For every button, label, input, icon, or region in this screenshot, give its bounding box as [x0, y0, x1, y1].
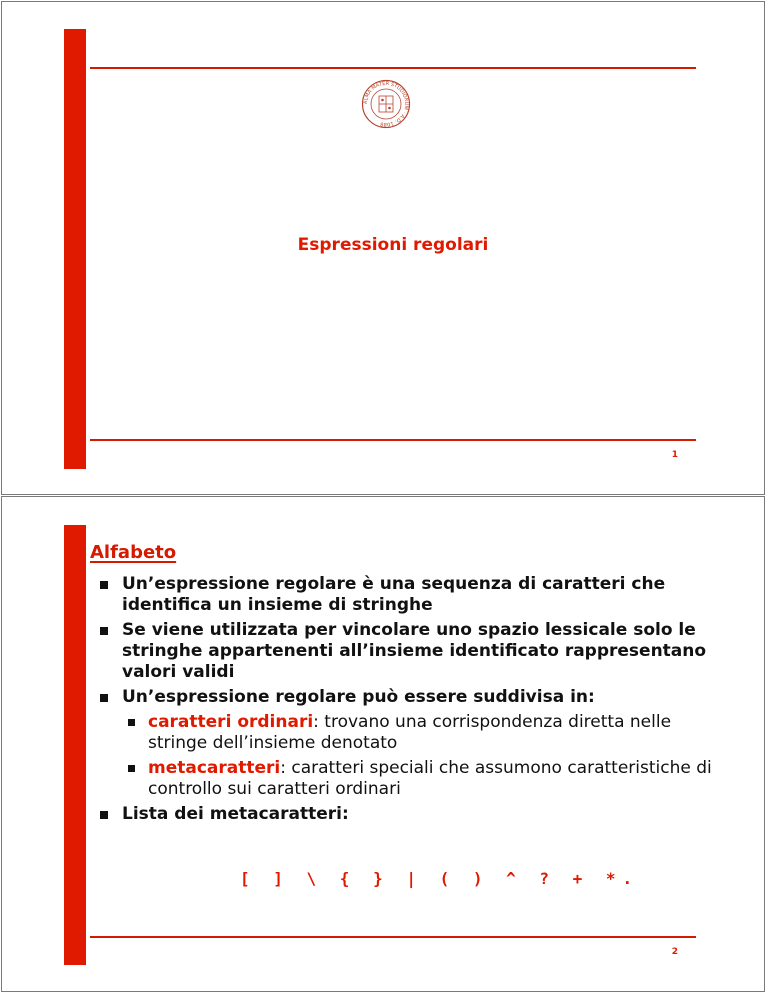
slide-2-page-number: 2	[671, 947, 678, 957]
sub-list-item	[124, 712, 716, 754]
square-bullet-icon	[128, 765, 135, 772]
slide-1-accent-bar	[64, 29, 86, 469]
slide-2-bottom-rule	[90, 936, 696, 938]
ordinary-characters-term: caratteri ordinari	[148, 712, 314, 732]
slide-1-top-rule	[90, 67, 696, 69]
slide-2-heading: Alfabeto	[90, 542, 177, 563]
slide-2	[1, 496, 765, 992]
university-seal-icon	[361, 79, 411, 129]
metacharacters-term: metacaratteri	[148, 758, 281, 778]
slide-1-bottom-rule	[90, 439, 696, 441]
slide-1	[1, 1, 765, 495]
square-bullet-icon	[100, 811, 108, 819]
list-item-text: Lista dei metacaratteri:	[122, 804, 349, 824]
sub-list-item-text: : caratteri speciali che assumono caratteristiche di controllo sui caratteri ordinari	[148, 758, 712, 799]
slide-1-title: Espressioni regolari	[297, 235, 489, 255]
list-item	[96, 687, 716, 708]
square-bullet-icon	[128, 719, 135, 726]
list-item	[96, 574, 716, 616]
square-bullet-icon	[100, 627, 108, 635]
slide-1-page-number: 1	[671, 450, 678, 460]
metacharacters-list: [ ] \ { } | ( ) ^ ? + *.	[240, 869, 640, 888]
square-bullet-icon	[100, 581, 108, 589]
square-bullet-icon	[100, 694, 108, 702]
sub-list-item-text: : trovano una corrispondenza diretta nelle stringe dell’insieme denotato	[148, 712, 672, 753]
seal-text: ALMA MATER STUDIORUM · A.D. 1088	[362, 80, 410, 128]
list-item	[96, 804, 716, 825]
list-item-text: Un’espressione regolare può essere suddivisa in:	[122, 687, 595, 707]
slide-2-accent-bar	[64, 525, 86, 965]
sub-list-item	[124, 758, 716, 800]
list-item-text: Un’espressione regolare è una sequenza di caratteri che identifica un insieme di stringhe	[122, 574, 666, 615]
list-item	[96, 620, 716, 683]
slide-2-content	[96, 574, 716, 825]
list-item-text: Se viene utilizzata per vincolare uno spazio lessicale solo le stringhe appartenenti all’insieme identificato rappresentano valori validi	[122, 620, 707, 682]
